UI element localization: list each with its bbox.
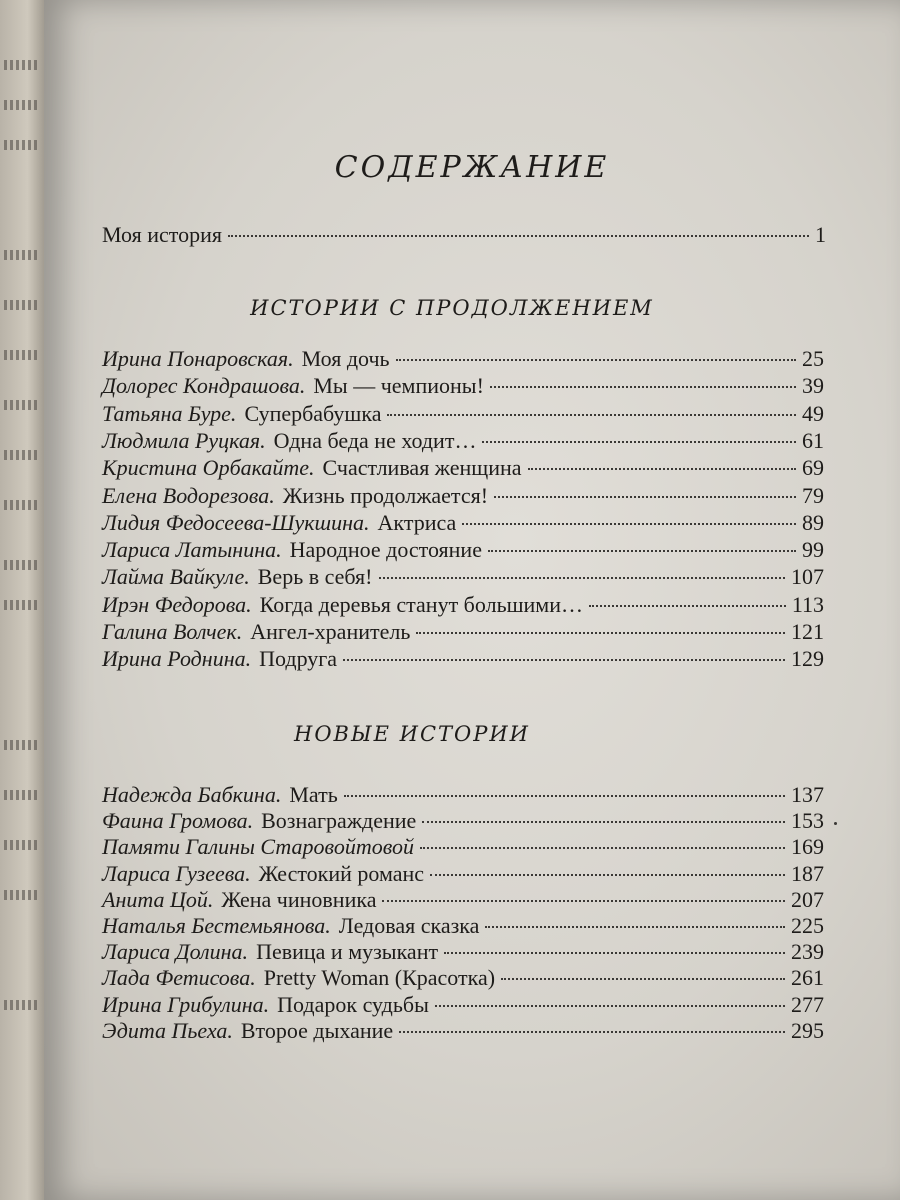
entry-author: Лариса Долина. <box>102 939 249 965</box>
entry-page-number: 49 <box>802 400 824 426</box>
entry-page-number: 25 <box>802 346 824 371</box>
entry-author: Елена Водорезова. <box>102 482 275 508</box>
dot-leader <box>501 978 785 980</box>
entry-author: Лада Фетисова. <box>102 965 256 991</box>
entry-author: Надежда Бабкина. <box>102 782 282 807</box>
dot-leader <box>485 926 785 928</box>
entry-page-number: 89 <box>802 509 824 535</box>
toc-entry <box>102 646 824 676</box>
entry-title: Ледовая сказка <box>338 913 480 938</box>
entry-page-number: 295 <box>791 1017 824 1043</box>
dot-leader <box>396 359 796 361</box>
dot-leader <box>528 468 796 470</box>
dot-leader <box>444 952 785 954</box>
entry-author: Ирина Грибулина. <box>102 991 270 1017</box>
entry-author: Фаина Громова. <box>102 808 254 834</box>
section-heading: ИСТОРИИ С ПРОДОЛЖЕНИЕМ <box>250 296 654 320</box>
entry-author: Ирина Роднина. <box>102 646 252 672</box>
toc-entry <box>102 564 824 594</box>
entry-title: Жизнь продолжается! <box>282 482 489 508</box>
dot-leader <box>228 235 809 237</box>
entry-title: Счастливая женщина <box>322 455 522 481</box>
entry-author: Эдита Пьеха. <box>102 1017 233 1043</box>
previous-page-edge <box>0 0 46 1200</box>
toc-entry <box>102 619 824 649</box>
dot-leader <box>490 386 796 388</box>
contents-page <box>44 0 900 1200</box>
dot-leader <box>462 523 796 525</box>
dot-leader <box>494 496 796 498</box>
toc-entry <box>102 455 824 485</box>
entry-page-number: 61 <box>802 427 824 453</box>
entry-title: Моя дочь <box>301 346 390 371</box>
entry-page-number: 277 <box>791 991 824 1017</box>
toc-entry <box>102 428 824 458</box>
entry-page-number: 121 <box>791 619 824 644</box>
entry-page-number: 69 <box>802 455 824 481</box>
entry-title: Народное достояние <box>289 537 482 563</box>
entry-title: Второе дыхание <box>240 1017 394 1043</box>
entry-title: Актриса <box>377 509 457 535</box>
entry-title: Верь в себя! <box>257 564 373 590</box>
dot-leader <box>416 632 785 634</box>
entry-page-number: 1 <box>815 222 826 247</box>
dot-leader <box>488 550 796 552</box>
entry-page-number: 187 <box>791 860 824 886</box>
entry-page-number: 99 <box>802 537 824 563</box>
dot-leader <box>420 847 785 849</box>
entry-title: Вознаграждение <box>261 808 417 834</box>
toc-entry <box>102 592 824 622</box>
page-title: СОДЕРЖАНИЕ <box>334 150 610 185</box>
toc-entry <box>102 537 824 567</box>
entry-page-number: 261 <box>791 965 824 991</box>
entry-title: Ангел-хранитель <box>250 619 411 644</box>
dot-leader <box>430 874 785 876</box>
entry-author: Людмила Руцкая. <box>102 427 266 453</box>
entry-author: Татьяна Буре. <box>102 400 237 426</box>
entry-author: Галина Волчек. <box>102 619 243 644</box>
entry-author: Ирэн Федорова. <box>102 591 252 617</box>
entry-title: Мы — чемпионы! <box>313 373 484 399</box>
dot-leader <box>482 441 796 443</box>
dot-leader <box>422 821 785 823</box>
entry-page-number: 239 <box>791 939 824 965</box>
entry-author: Памяти Галины Старовойтовой <box>102 834 414 860</box>
entry-page-number: 137 <box>791 782 824 807</box>
toc-entry <box>102 1018 824 1048</box>
toc-entry <box>102 483 824 513</box>
entry-title: Моя история <box>102 222 222 247</box>
dot-leader <box>387 414 796 416</box>
entry-page-number: 39 <box>802 373 824 399</box>
entry-title: Когда деревья станут большими… <box>259 591 584 617</box>
dot-leader <box>344 795 785 797</box>
entry-title: Мать <box>289 782 338 807</box>
dot-leader <box>589 605 786 607</box>
entry-page-number: 169 <box>791 834 824 860</box>
entry-author: Лариса Гузеева. <box>102 860 251 886</box>
toc-entry <box>102 510 824 540</box>
paper-speck <box>834 822 837 825</box>
toc-entry <box>102 373 824 403</box>
entry-author: Долорес Кондрашова. <box>102 373 306 399</box>
dot-leader <box>382 900 785 902</box>
entry-title: Pretty Woman (Красотка) <box>263 965 496 991</box>
dot-leader <box>399 1031 785 1033</box>
toc-entry-intro <box>102 222 826 252</box>
entry-page-number: 207 <box>791 886 824 912</box>
entry-page-number: 113 <box>791 591 824 617</box>
toc-entry <box>102 401 824 431</box>
entry-title: Подруга <box>259 646 338 672</box>
entry-title: Подарок судьбы <box>277 991 429 1017</box>
entry-title: Одна беда не ходит… <box>273 427 477 453</box>
entry-author: Анита Цой. <box>102 886 214 912</box>
entry-title: Жена чиновника <box>221 886 377 912</box>
entry-author: Лариса Латынина. <box>102 537 282 563</box>
entry-page-number: 129 <box>791 646 824 672</box>
entry-author: Наталья Бестемьянова. <box>102 913 331 938</box>
entry-author: Лидия Федосеева-Шукшина. <box>102 509 370 535</box>
section-heading: НОВЫЕ ИСТОРИИ <box>294 722 530 746</box>
entry-title: Супербабушка <box>244 400 382 426</box>
entry-page-number: 225 <box>791 913 824 938</box>
entry-title: Жестокий романс <box>258 860 425 886</box>
entry-page-number: 153 <box>791 808 824 834</box>
entry-author: Ирина Понаровская. <box>102 346 294 371</box>
entry-page-number: 107 <box>791 564 824 590</box>
toc-entry <box>102 346 824 376</box>
dot-leader <box>435 1005 785 1007</box>
entry-author: Кристина Орбакайте. <box>102 455 315 481</box>
entry-title: Певица и музыкант <box>256 939 439 965</box>
dot-leader <box>343 659 785 661</box>
entry-page-number: 79 <box>802 482 824 508</box>
dot-leader <box>379 577 786 579</box>
entry-author: Лайма Вайкуле. <box>102 564 250 590</box>
